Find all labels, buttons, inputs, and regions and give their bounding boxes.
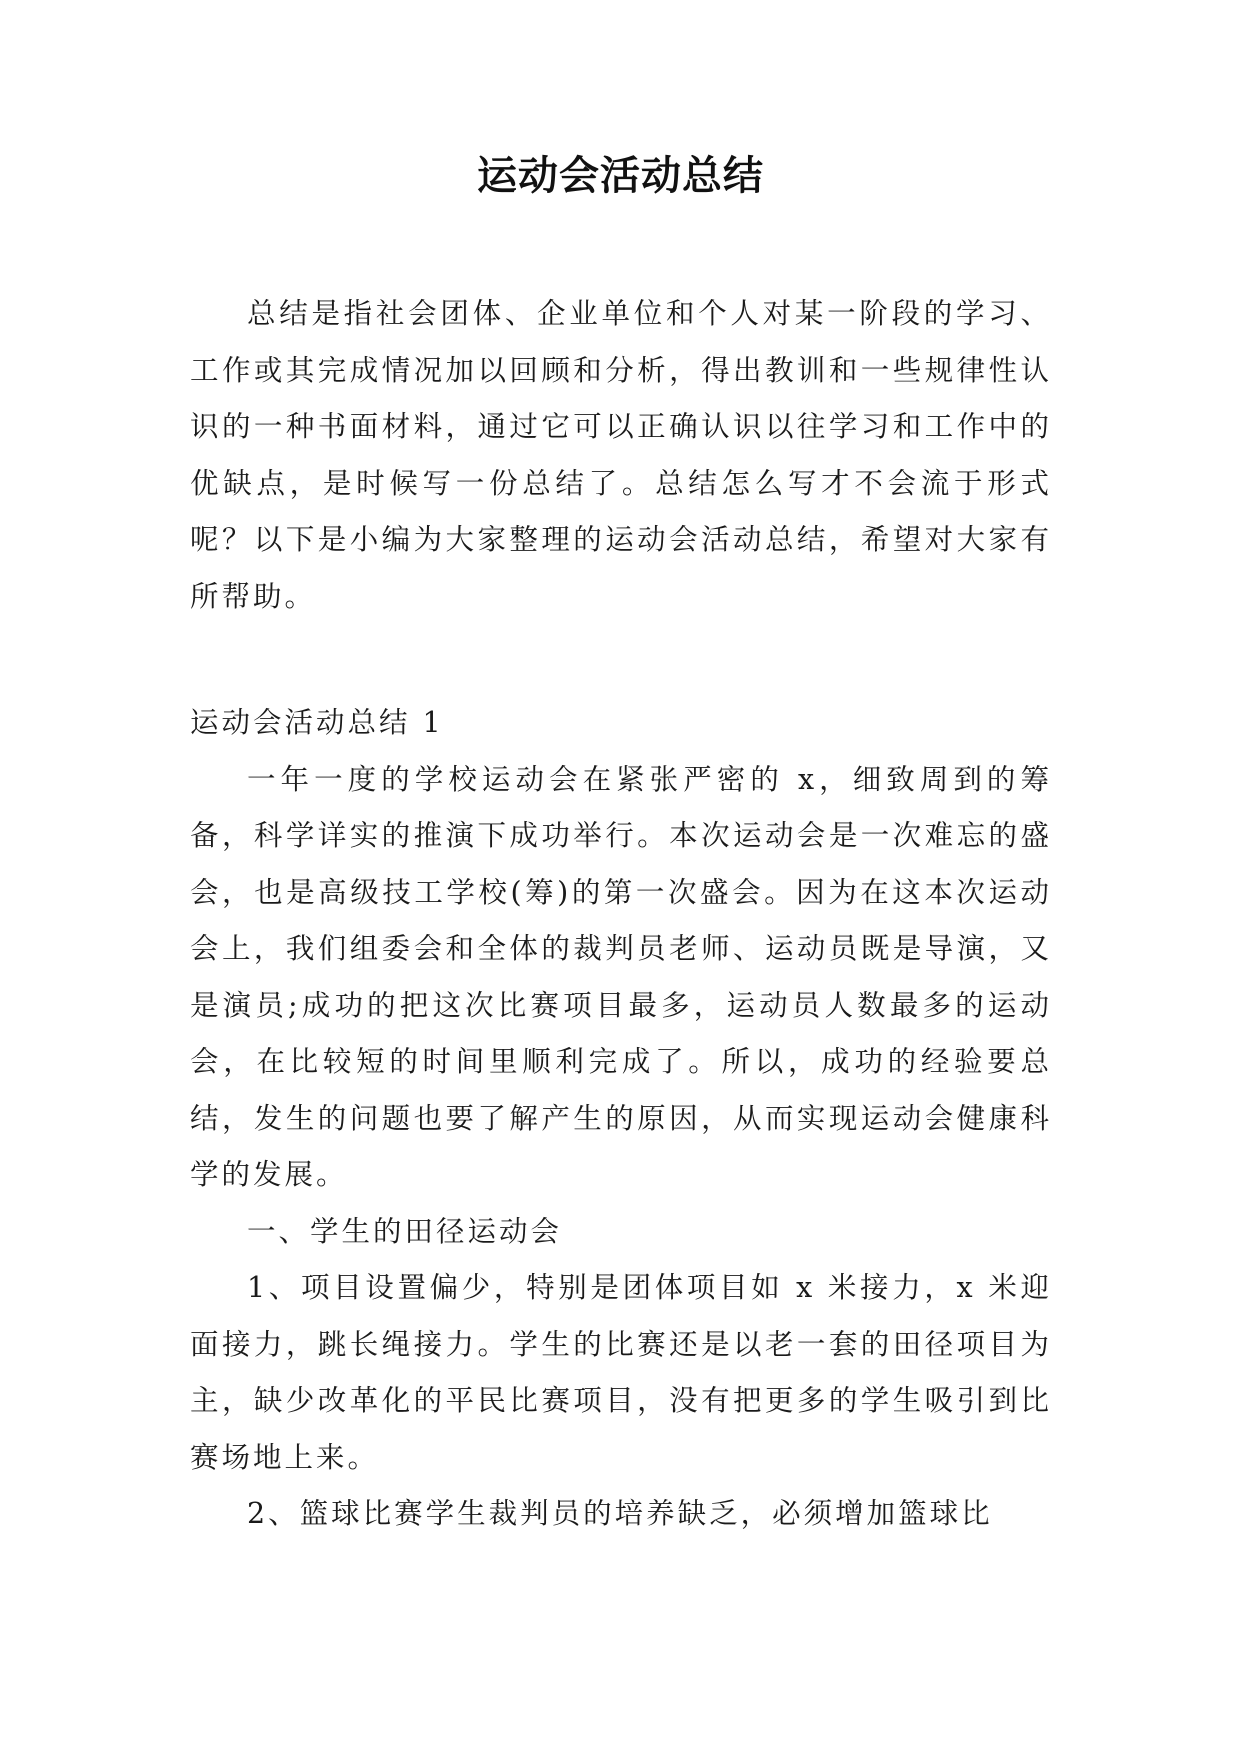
section-1 <box>190 695 1052 1543</box>
document-title: 运动会活动总结 <box>477 153 764 199</box>
paragraph: 1、项目设置偏少，特别是团体项目如 x 米接力，x 米迎面接力，跳长绳接力。学生的比赛还是以老一套的田径项目为主，缺少改革化的平民比赛项目，没有把更多的学生吸引到比赛场地上来。 <box>190 1271 1052 1474</box>
subsection-heading: 一、学生的田径运动会 <box>247 1214 563 1248</box>
intro-paragraph: 总结是指社会团体、企业单位和个人对某一阶段的学习、工作或其完成情况加以回顾和分析，得出教训和一些规律性认识的一种书面材料，通过它可以正确认识以往学习和工作中的优缺点，是时候写一份总结了。总结怎么写才不会流于形式呢？以下是小编为大家整理的运动会活动总结，希望对大家有所帮助。 <box>190 297 1052 613</box>
paragraph: 2、篮球比赛学生裁判员的培养缺乏，必须增加篮球比 <box>247 1497 993 1530</box>
section-heading: 运动会活动总结 1 <box>190 706 444 739</box>
intro-block <box>190 286 1052 625</box>
paragraph: 一年一度的学校运动会在紧张严密的 x，细致周到的筹备，科学详实的推演下成功举行。本次运动会是一次难忘的盛会，也是高级技工学校(筹)的第一次盛会。因为在这本次运动会上，我们组委会和全体的裁判员老师、运动员既是导演，又是演员;成功的把这次比赛项目最多，运动员人数最多的运动会，在比较短的时间里顺利完成了。所以，成功的经验要总结，发生的问题也要了解产生的原因，从而实现运动会健康科学的发展。 <box>190 762 1052 1191</box>
